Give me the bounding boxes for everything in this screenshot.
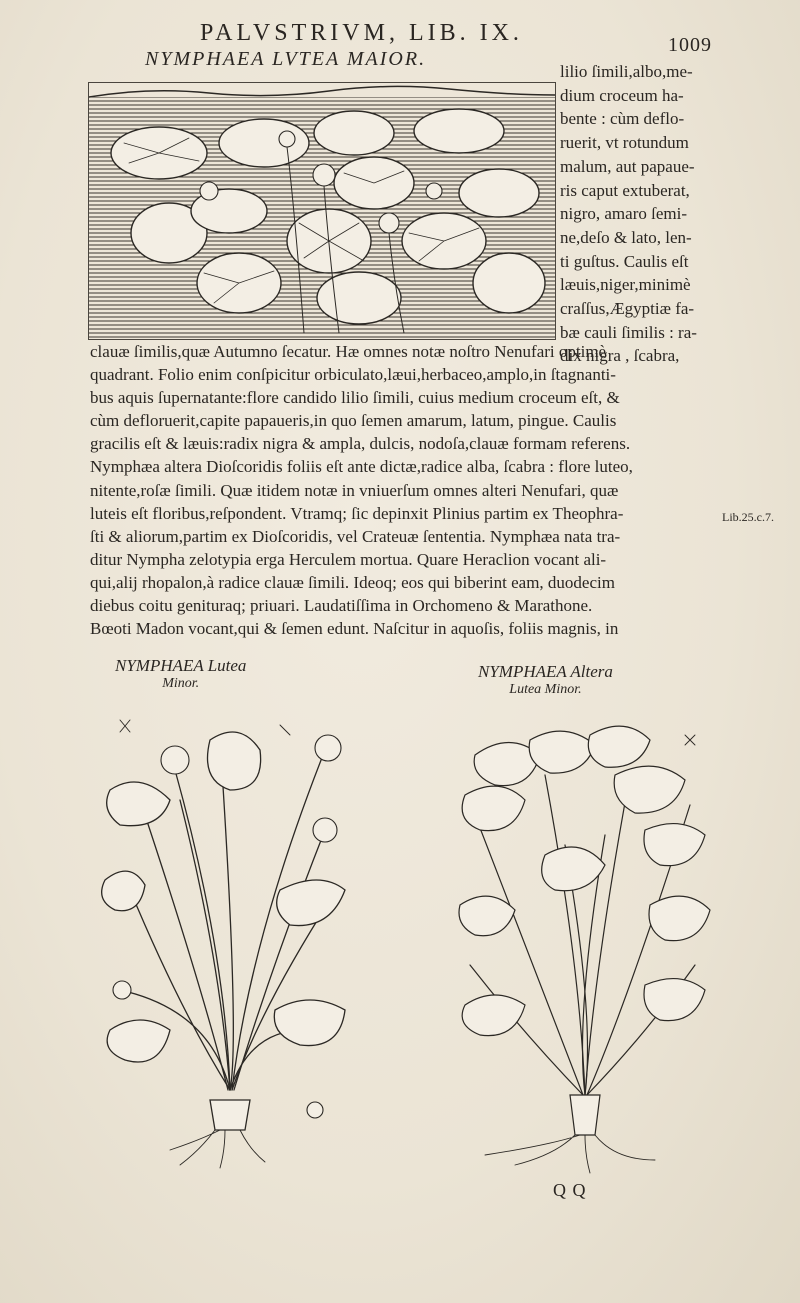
body-line: cùm defloruerit,capite papaueris,in quo ſemen amarum, latum, pingue. Caulis (90, 411, 617, 431)
body-line: quadrant. Folio enim conſpicitur orbiculato,læui,herbaceo,amplo,in ſtagnanti- (90, 365, 616, 385)
margin-reference: Lib.25.c.7. (722, 510, 774, 524)
body-line: diebus coitu genituraq; priuari. Laudatiſſima in Orchomeno & Marathone. (90, 596, 593, 616)
side-line: ruerit, vt rotundum (560, 133, 689, 153)
right-figure-subtitle: Lutea Minor. (509, 682, 582, 697)
side-line: dium croceum ha- (560, 85, 684, 105)
nymphaea-altera-lutea-minor-woodcut (455, 715, 715, 1175)
left-figure-caption (115, 656, 246, 692)
body-line: clauæ ſimilis,quæ Autumno ſecatur. Hæ omnes notæ noſtro Nenufari optimè (90, 342, 607, 361)
body-line: gracilis eſt & læuis:radix nigra & ampla, dulcis, nodoſa,clauæ formam referens. (90, 434, 631, 454)
side-line: malum, aut papaue- (560, 156, 695, 176)
side-line: læuis,niger,minimè (560, 275, 691, 295)
left-figure-subtitle: Minor. (162, 676, 200, 691)
main-figure-title: NYMPHAEA LVTEA MAIOR. (145, 48, 427, 70)
body-line: qui,alij rhopalon,à radice clauæ ſimili. Ideoq; eos qui biberint eam, duodecim (90, 572, 615, 592)
side-column-text (560, 60, 742, 368)
right-figure-title: NYMPHAEA Altera (478, 662, 613, 681)
side-line: dix nigra , ſcabra, (560, 346, 680, 366)
body-line: Bœoti Madon vocant,qui & ſemen edunt. Naſcitur in aquoſis, foliis magnis, in (90, 619, 619, 639)
side-line: ne,deſo & lato, len- (560, 227, 692, 247)
side-line: ti guſtus. Caulis eſt (560, 251, 689, 271)
left-figure-title: NYMPHAEA Lutea (115, 656, 247, 675)
side-line: lilio ſimili,albo,me- (560, 62, 693, 81)
body-text (90, 340, 740, 640)
body-line: bus aquis ſupernatante:flore candido lilio ſimili, cuius medium croceum eſt, & (90, 388, 620, 408)
body-line: Nymphæa altera Dioſcoridis foliis eſt ante dictæ,radice alba, ſcabra : flore luteo, (90, 457, 633, 477)
body-line: ditur Nympha zelotypia erga Herculem mortua. Quare Heraclion vocant ali- (90, 549, 607, 569)
side-line: ris caput extuberat, (560, 180, 690, 200)
side-line: bæ cauli ſimilis : ra- (560, 322, 697, 342)
water-lily-woodcut (88, 82, 556, 340)
body-line: nitente,roſæ ſimili. Quæ itidem notæ in vniuerſum omnes alteri Nenufari, quæ (90, 480, 619, 500)
side-line: nigro, amaro ſemi- (560, 204, 687, 224)
right-figure-caption (478, 662, 613, 698)
side-line: craſſus,Ægyptiæ fa- (560, 299, 695, 319)
nymphaea-lutea-minor-woodcut (100, 710, 360, 1170)
running-title: PALVSTRIVM, LIB. IX. (200, 20, 523, 46)
catchword: Q Q (553, 1180, 587, 1200)
side-line: bente : cùm deflo- (560, 109, 685, 129)
body-line: ſti & aliorum,partim ex Dioſcoridis, vel Crateuæ ſententia. Nymphæa nata tra- (90, 526, 621, 546)
page-number: 1009 (668, 34, 712, 56)
body-line: luteis eſt floribus,reſpondent. Vtramq; ſic depinxit Plinius partim ex Theophra- (90, 503, 624, 523)
